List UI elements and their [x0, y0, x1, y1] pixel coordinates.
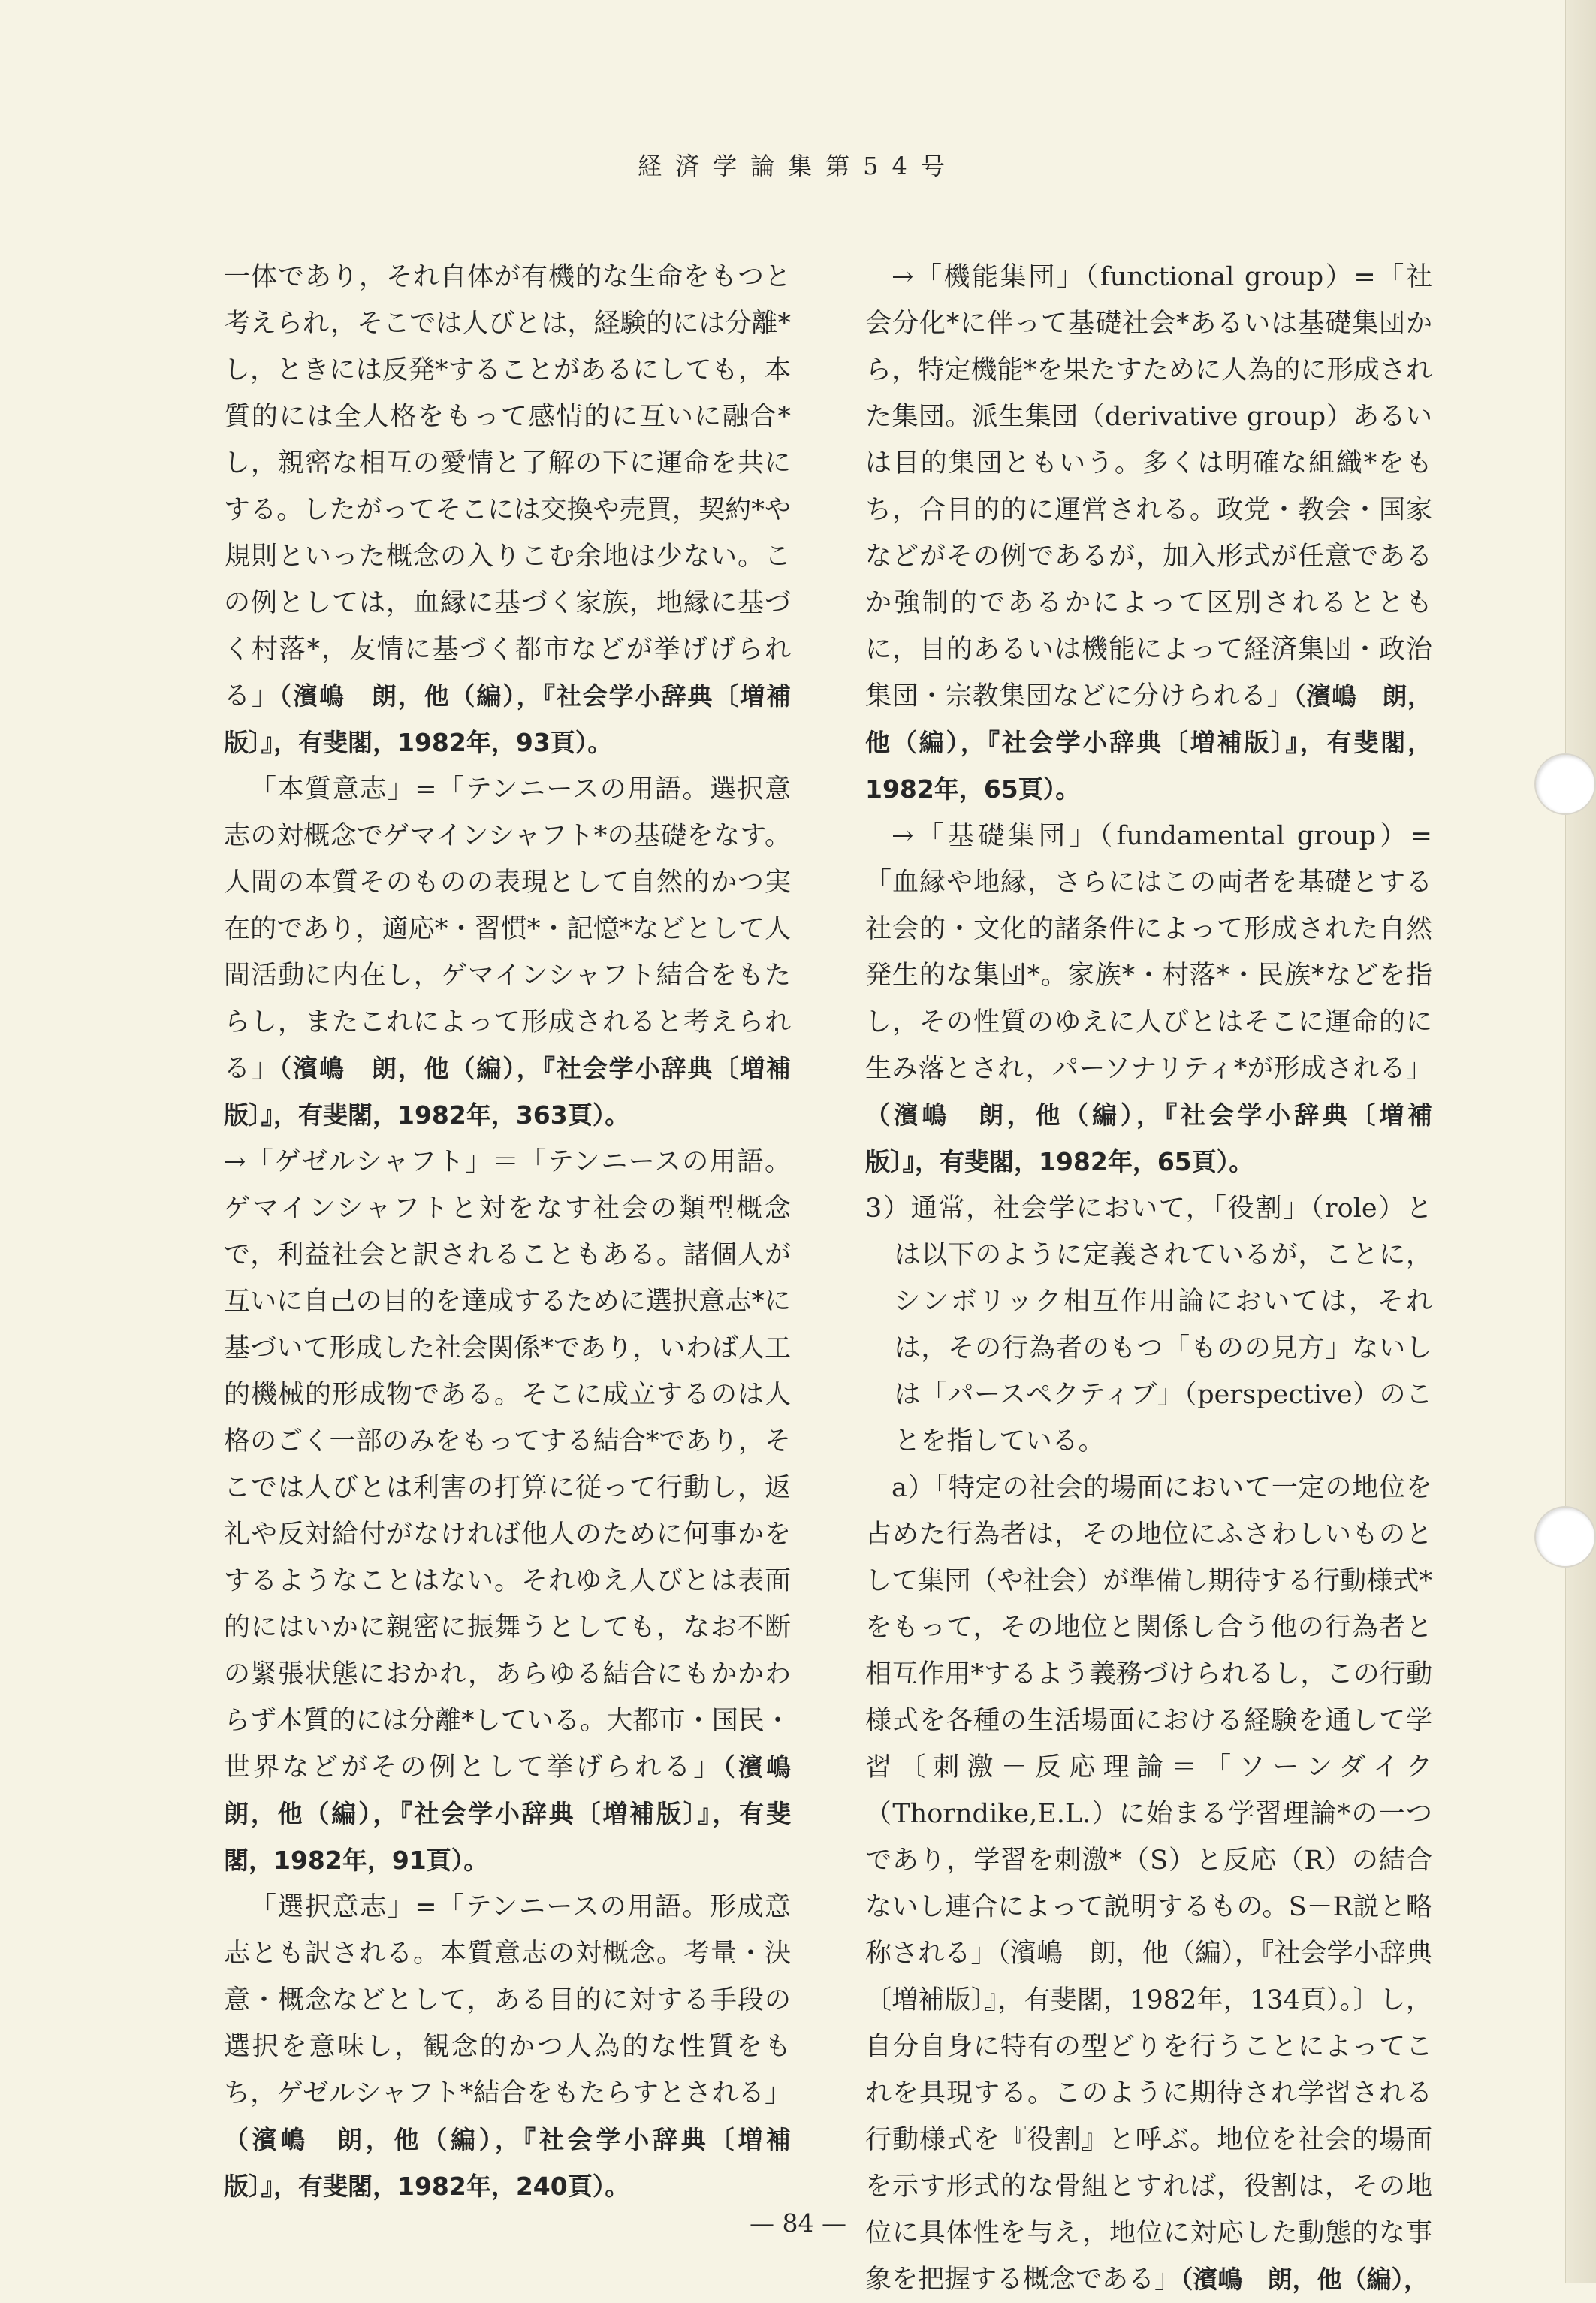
right-paragraph-3-text: 3）通常，社会学において，「役割」（role）とは以下のように定義されているが，ことに，シンボリック相互作用論においては，それは，その行為者のもつ「ものの見方」ないしは「パースペクティブ」（perspective）のことを指している。 [865, 1194, 1432, 1456]
page-number: — 84 — [750, 2208, 846, 2238]
left-paragraph-1-text: 一体であり，それ自体が有機的な生命をもつと考えられ，そこでは人びとは，経験的には分離*し，ときには反発*することがあるにしても，本質的には全人格をもって感情的に互いに融合*し，親密な相互の愛情と了解の下に運命を共にする。したがってそこには交換や売買，契約*や規則といった概念の入りこむ余地は少ない。この例としては，血縁に基づく家族，地縁に基づく村落*，友情に基づく都市などが挙げげられる」 [224, 262, 791, 711]
left-paragraph-4 [224, 1884, 791, 2210]
left-paragraph-3 [224, 1139, 816, 1884]
journal-header: 経済学論集第54号 [638, 152, 958, 180]
left-paragraph-2-citation: （濱嶋 朗，他（編），『社会学小辞典〔増補版〕』，有斐閣，1982年，363頁）。 [224, 1054, 791, 1130]
punch-hole-bottom [1534, 1506, 1596, 1568]
right-paragraph-3 [865, 1185, 1432, 1465]
punch-hole-top [1534, 753, 1596, 815]
left-paragraph-3-text: →「ゲゼルシャフト」＝「テンニースの用語。ゲマインシャフトと対をなす社会の類型概念で，利益社会と訳されることもある。諸個人が互いに自己の目的を達成するために選択意志*に基づいて形成した社会関係*であり，いわば人工的機械的形成物である。そこに成立するのは人格のごく一部のみをもってする結合*であり，そこでは人びとは利害の打算に従って行動し，返礼や反対給付がなければ他人のために何事かをするようなことはない。それゆえ人びとは表面的にはいかに親密に振舞うとしても，なお不断の緊張状態におかれ，あらゆる結合にもかかわらず本質的には分離*している。大都市・国民・世界などがその例として挙げられる」 [224, 1147, 791, 1782]
left-paragraph-4-citation: （濱嶋 朗，他（編），『社会学小辞典〔増補版〕』，有斐閣，1982年，240頁）。 [224, 2125, 791, 2201]
left-paragraph-2 [224, 766, 791, 1139]
left-column [224, 254, 816, 2210]
left-paragraph-1 [224, 254, 791, 766]
left-paragraph-3-citation: （濱嶋 朗，他（編），『社会学小辞典〔増補版〕』，有斐閣，1982年，91頁）。 [224, 1752, 816, 1875]
right-paragraph-2 [865, 813, 1432, 1185]
right-paragraph-1 [865, 254, 1432, 813]
page-edge [1565, 0, 1596, 2283]
left-paragraph-4-text: 「選択意志」=「テンニースの用語。形成意志とも訳される。本質意志の対概念。考量・決意・概念などとして，ある目的に対する手段の選択を意味し，観念的かつ人為的な性質をもち，ゲゼルシャフト*結合をもたらすとされる」 [224, 1892, 791, 2108]
right-paragraph-2-citation: （濱嶋 朗，他（編），『社会学小辞典〔増補版〕』，有斐閣，1982年，65頁）。 [865, 1100, 1432, 1176]
right-paragraph-4 [865, 1465, 1432, 2303]
right-paragraph-4-text: a）「特定の社会的場面において一定の地位を占めた行為者は，その地位にふさわしいものとして集団（や社会）が準備し期待する行動様式*をもって，その地位と関係し合う他の行為者と相互作用*するよう義務づけられるし，この行動様式を各種の生活場面における経験を通して学習〔刺激－反応理論＝「ソーンダイク（Thorndike,E.L.）に始まる学習理論*の一つであり，学習を刺激*（S）と反応（R）の結合ないし連合によって説明するもの。S－R説と略称される」（濱嶋 朗，他（編），『社会学小辞典〔増補版〕』，有斐閣，1982年，134頁）。〕し，自分自身に特有の型どりを行うことによってこれを具現する。このように期待され学習される行動様式を『役割』と呼ぶ。地位を社会的場面を示す形式的な骨組とすれば，役割は，その地位に具体性を与え，地位に対応した動態的な事象を把握する概念である」 [865, 1473, 1432, 2295]
right-column [865, 254, 1432, 2303]
right-paragraph-1-text: →「機能集団」（functional group）=「社会分化*に伴って基礎社会*あるいは基礎集団から，特定機能*を果たすために人為的に形成された集団。派生集団（derivative group）あるいは目的集団ともいう。多くは明確な組織*をもち，合目的的に運営される。政党・教会・国家などがその例であるが，加入形式が任意であるか強制的であるかによって区別されるとともに，目的あるいは機能によって経済集団・政治集団・宗教集団などに分けられる」 [865, 262, 1432, 711]
right-paragraph-2-text: →「基礎集団」（fundamental group）=「血縁や地縁，さらにはこの両者を基礎とする社会的・文化的諸条件によって形成された自然発生的な集団*。家族*・村落*・民族*などを指し，その性質のゆえに人びとはそこに運命的に生み落とされ，パーソナリティ*が形成される」 [865, 821, 1432, 1084]
right-paragraph-1-citation: （濱嶋 朗，他（編），『社会学小辞典〔増補版〕』，有斐閣，1982年，65頁）。 [865, 681, 1432, 804]
right-paragraph-4-citation: （濱嶋 朗，他（編）， [1181, 2265, 1429, 2294]
left-paragraph-1-citation: （濱嶋 朗，他（編），『社会学小辞典〔増補版〕』，有斐閣，1982年，93頁）。 [224, 681, 791, 757]
left-paragraph-2-text: 「本質意志」=「テンニースの用語。選択意志の対概念でゲマインシャフト*の基礎をなす。人間の本質そのものの表現として自然的かつ実在的であり，適応*・習慣*・記憶*などとして人間活動に内在し，ゲマインシャフト結合をもたらし，またこれによって形成されると考えられる」 [224, 774, 791, 1084]
